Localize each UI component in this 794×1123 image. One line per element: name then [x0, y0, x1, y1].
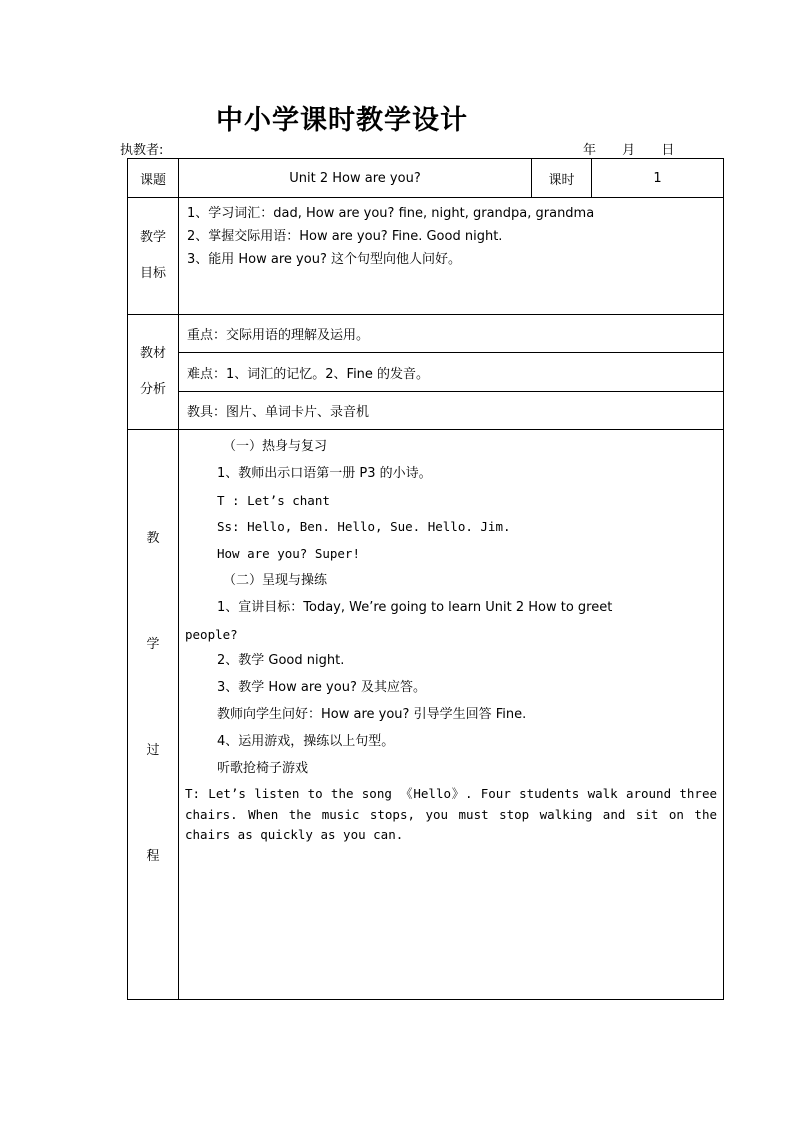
process-label — [128, 430, 179, 1000]
process-step-continued: people? — [185, 626, 238, 642]
section-heading: （二）呈现与操练 — [223, 572, 328, 588]
date-year: 年 — [583, 143, 597, 158]
process-step: 1、教师出示口语第一册 P3 的小诗。 — [217, 465, 432, 481]
difficulty-row — [128, 353, 724, 392]
process-label-char: 教 — [146, 530, 160, 546]
topic-label: 课题 — [128, 159, 179, 198]
game-title: 听歌抢椅子游戏 — [217, 760, 309, 776]
analysis-label-line: 教材 — [139, 346, 166, 361]
difficulty: 难点：1、词汇的记忆。2、Fine 的发音。 — [179, 353, 724, 392]
analysis-label-line: 分析 — [139, 382, 166, 397]
process-content — [179, 430, 724, 1000]
process-step: 3、教学 How are you? 及其应答。 — [217, 680, 426, 696]
key-point-row — [128, 315, 724, 353]
chant-line: T : Let’s chant — [217, 492, 330, 508]
objective-item: 1、学习词汇：dad, How are you? fine, night, grandpa, grandma — [187, 206, 595, 221]
process-label-char: 学 — [146, 636, 160, 652]
section-heading: （一）热身与复习 — [223, 439, 328, 454]
hours-value: 1 — [592, 159, 724, 198]
lesson-plan-table — [127, 158, 724, 1000]
date-month: 月 — [622, 143, 636, 158]
tools-row — [128, 392, 724, 430]
objectives-label-line: 教学 — [139, 230, 166, 245]
teaching-tools: 教具：图片、单词卡片、录音机 — [179, 392, 724, 430]
objectives-content — [179, 198, 724, 315]
objectives-label-line: 目标 — [139, 266, 166, 281]
objective-item: 2、掌握交际用语：How are you? Fine. Good night. — [187, 229, 503, 244]
process-step: 1、宣讲目标：Today, We’re going to learn Unit 2 How to greet — [217, 599, 613, 615]
process-step: 4、运用游戏，操练以上句型。 — [217, 733, 395, 749]
process-row — [128, 430, 724, 1000]
objectives-label — [128, 198, 179, 315]
topic-value: Unit 2 How are you? — [179, 159, 532, 198]
key-point: 重点：交际用语的理解及运用。 — [179, 315, 724, 353]
chant-line: Ss: Hello, Ben. Hello, Sue. Hello. Jim. — [217, 519, 511, 535]
hours-label: 课时 — [532, 159, 592, 198]
process-step: 教师向学生问好：How are you? 引导学生回答 Fine. — [217, 706, 527, 722]
objective-item: 3、能用 How are you? 这个句型向他人问好。 — [187, 252, 461, 267]
topic-row — [128, 159, 724, 198]
document-title: 中小学课时教学设计 — [216, 105, 468, 136]
game-instructions: T: Let’s listen to the song 《Hello》. Four students walk around three chairs. When the music stops, you must stop walking and sit on the chairs as quickly as you can. — [185, 786, 717, 843]
process-step: 2、教学 Good night. — [217, 653, 345, 669]
objectives-row — [128, 198, 724, 315]
date-fields — [583, 139, 696, 158]
chant-line: How are you? Super! — [217, 546, 360, 562]
process-label-char: 过 — [146, 742, 160, 758]
date-day: 日 — [661, 143, 675, 158]
process-label-char: 程 — [146, 848, 160, 864]
teacher-label: 执教者: — [120, 143, 164, 158]
analysis-label — [128, 315, 179, 430]
